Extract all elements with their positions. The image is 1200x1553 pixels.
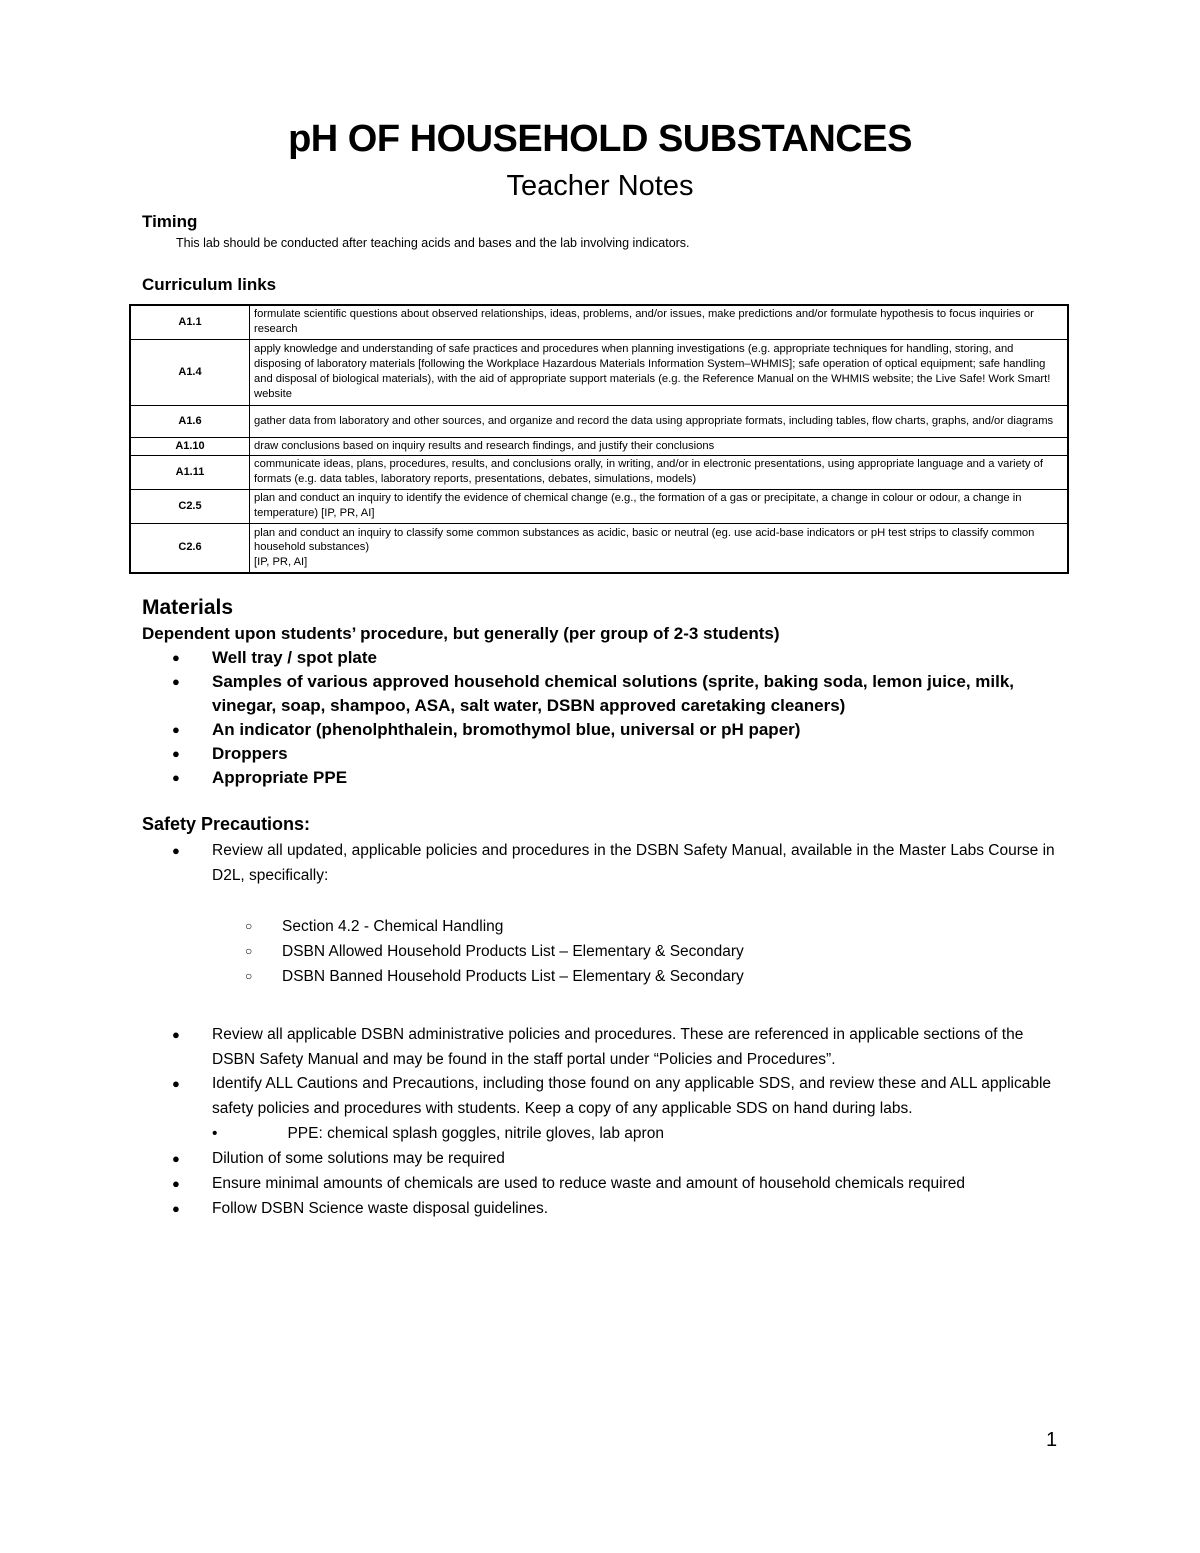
materials-intro: Dependent upon students’ procedure, but generally (per group of 2-3 students) xyxy=(142,624,780,643)
table-row xyxy=(130,305,1068,339)
expectation-code: A1.11 xyxy=(130,455,250,489)
expectation-text-cell xyxy=(250,523,1069,573)
timing-text: This lab should be conducted after teaching acids and bases and the lab involving indicators. xyxy=(176,236,690,250)
hollow-bullet-icon: ○ xyxy=(245,919,253,933)
hollow-bullet-icon: ○ xyxy=(245,969,253,983)
bullet-icon: ● xyxy=(172,770,180,785)
expectation-code: A1.6 xyxy=(130,405,250,437)
hollow-bullet-icon: ○ xyxy=(245,944,253,958)
expectation-code: C2.6 xyxy=(130,523,250,573)
expectation-text: gather data from laboratory and other sources, and organize and record the data using appropriate formats, including tables, flow charts, graphs, and/or diagrams xyxy=(250,405,1069,437)
bullet-icon: ● xyxy=(172,1076,180,1091)
safety-subitem: ○ DSBN Allowed Household Products List – Elementary & Secondary xyxy=(245,939,744,964)
safety-item: ● Ensure minimal amounts of chemicals are used to reduce waste and amount of household chemicals required xyxy=(170,1171,1070,1196)
expectation-code: A1.1 xyxy=(130,305,250,339)
curriculum-table xyxy=(129,304,1069,574)
material-item: Appropriate PPE xyxy=(212,768,348,787)
expectation-code: A1.10 xyxy=(130,437,250,455)
safety-item: ● Review all updated, applicable policies and procedures in the DSBN Safety Manual, available in the Master Labs Course in D2L, specifically: xyxy=(170,838,1070,888)
material-item: Samples of various approved household chemical solutions (sprite, baking soda, lemon juice, milk, vinegar, soap, shampoo, ASA, salt water, DSBN approved caretaking cleaners) xyxy=(212,672,1015,715)
bullet-icon: ● xyxy=(172,843,180,858)
curriculum-heading: Curriculum links xyxy=(142,275,277,294)
expectation-text: plan and conduct an inquiry to identify the evidence of chemical change (e.g., the formation of a gas or precipitate, a change in colour or odour, a change in temperature) [IP, PR, AI] xyxy=(250,489,1069,523)
table-row xyxy=(130,489,1068,523)
page-subtitle: Teacher Notes xyxy=(506,170,694,202)
expectation-code: A1.4 xyxy=(130,339,250,405)
expectation-text: draw conclusions based on inquiry results and research findings, and justify their conclusions xyxy=(250,437,1069,455)
ppe-line xyxy=(212,1121,664,1146)
bullet-icon: ● xyxy=(172,1027,180,1042)
small-bullet-icon: • xyxy=(212,1125,218,1142)
table-row xyxy=(130,455,1068,489)
table-row xyxy=(130,405,1068,437)
expectation-text: communicate ideas, plans, procedures, results, and conclusions orally, in writing, and/or in electronic presentations, using appropriate language and a variety of formats (e.g. data tables, laboratory reports, presentations, debates, simulations, models) xyxy=(250,455,1069,489)
material-item: Droppers xyxy=(212,744,288,763)
list-item xyxy=(170,742,1070,766)
safety-subitem: ○ DSBN Banned Household Products List – Elementary & Secondary xyxy=(245,964,744,989)
safety-item: ● Identify ALL Cautions and Precautions, including those found on any applicable SDS, and review these and ALL applicable safety policies and procedures with students. Keep a copy of any applicable SDS on hand during labs. xyxy=(170,1071,1070,1121)
list-item xyxy=(170,766,1070,790)
material-item: An indicator (phenolphthalein, bromothymol blue, universal or pH paper) xyxy=(212,720,801,739)
materials-list xyxy=(170,646,1070,790)
expectation-text: plan and conduct an inquiry to classify some common substances as acidic, basic or neutral (eg. use acid-base indicators or pH test strips to classify common household substances) xyxy=(254,526,1035,554)
bullet-icon: ● xyxy=(172,674,180,689)
ppe-text: PPE: chemical splash goggles, nitrile gloves, lab apron xyxy=(287,1125,664,1142)
bullet-icon: ● xyxy=(172,746,180,761)
bullet-icon: ● xyxy=(172,722,180,737)
bullet-icon: ● xyxy=(172,1151,180,1166)
table-row xyxy=(130,339,1068,405)
safety-subitem: ○ Section 4.2 - Chemical Handling xyxy=(245,914,503,939)
table-row xyxy=(130,523,1068,573)
page-number: 1 xyxy=(1046,1429,1058,1451)
list-item xyxy=(170,670,1070,718)
bullet-icon: ● xyxy=(172,650,180,665)
materials-heading: Materials xyxy=(142,596,234,619)
list-item xyxy=(170,646,1070,670)
safety-heading: Safety Precautions: xyxy=(142,814,311,834)
timing-heading: Timing xyxy=(142,212,198,231)
material-item: Well tray / spot plate xyxy=(212,648,378,667)
list-item xyxy=(170,718,1070,742)
page-title: pH OF HOUSEHOLD SUBSTANCES xyxy=(288,118,912,160)
bullet-icon: ● xyxy=(172,1176,180,1191)
expectation-code: C2.5 xyxy=(130,489,250,523)
bullet-icon: ● xyxy=(172,1201,180,1216)
safety-item: ● Follow DSBN Science waste disposal guidelines. xyxy=(170,1196,1070,1221)
expectation-tags: [IP, PR, AI] xyxy=(254,556,308,569)
table-row xyxy=(130,437,1068,455)
safety-item: ● Review all applicable DSBN administrative policies and procedures. These are referenced in applicable sections of the DSBN Safety Manual and may be found in the staff portal under “Policies and Procedures”. xyxy=(170,1022,1070,1072)
safety-item: ● Dilution of some solutions may be required xyxy=(170,1146,1070,1171)
expectation-text: apply knowledge and understanding of safe practices and procedures when planning investigations (e.g. appropriate techniques for handling, storing, and disposing of laboratory materials [following the Workplace Hazardous Materials Information System–WHMIS]; safe operation of optical equipment; safe handling and disposal of biological materials), with the aid of appropriate support materials (e.g. the Reference Manual on the WHMIS website; the Live Safe! Work Smart! website xyxy=(250,339,1069,405)
expectation-text: formulate scientific questions about observed relationships, ideas, problems, and/or issues, make predictions and/or formulate hypothesis to focus inquiries or research xyxy=(250,305,1069,339)
